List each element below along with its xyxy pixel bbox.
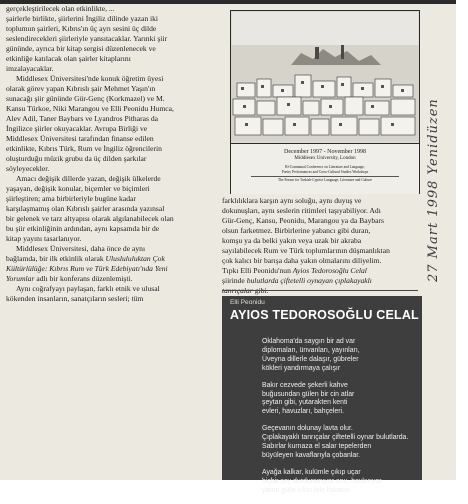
paragraph-line: kitap yayını tasarlanıyor.: [6, 234, 82, 244]
article-paragraph: [6, 254, 216, 284]
poem-line: Sabırlar kurnaza el salar tepelerden: [262, 443, 372, 451]
paragraph-line: bir gelenek ve tarz altyapısı olarak algılanabilecek olan: [6, 214, 174, 224]
conference-title: Uluslululuktan Çok: [105, 254, 165, 264]
poem-line: şeytan gibi, yutarakten kenti: [262, 399, 348, 407]
poem-line: diplomaları, ünvanları, yayınları,: [262, 346, 360, 354]
poem-line: Oklahoma'da saygın bir ad var: [262, 338, 356, 345]
poem-stanza: [262, 338, 418, 374]
paragraph-line: etkinlikte, Kıbrıs Türk, Rum ve İngiliz öğrencilerin: [6, 144, 162, 154]
paragraph-line: Middlesex Üniversitesi'nde konuk öğretim üyesi: [16, 74, 164, 84]
paragraph-line: olsun farketmez. Birbirlerine yabancı gibi duran,: [222, 226, 371, 236]
paragraph-line: kökenden insanların, sanatçıların sesleri; tüm: [6, 294, 144, 304]
paragraph-line: bu şiir etkinliğinin ardından, aynı kapsamda bir de: [6, 224, 160, 234]
poem-box: [222, 296, 422, 494]
poem-line: Çıplakayaklı tanrıçalar çiftetelli oynar bulutlarda.: [262, 434, 409, 442]
photo-caption: [231, 143, 419, 194]
article-paragraph: [6, 14, 216, 74]
poem-line: kökleri yandırmaya çalışır: [262, 364, 341, 372]
paragraph-line: şiirleştiren; ama birbirleriyle bugüne kadar: [6, 194, 136, 204]
article-paragraph: [6, 4, 216, 14]
paragraph-text: adlı bir konferans düzenlemişti.: [34, 274, 133, 284]
paragraph-line: olarak görev yapan Kıbrıslı şair Mehmet Yaşın'ın: [6, 84, 156, 94]
paragraph-line: Kansu Türkoe, Niki Marangou ve Elli Peonidu Humca,: [6, 104, 174, 114]
city-skyline-illustration: [231, 45, 419, 141]
paragraph-line: söyleyecekler.: [6, 164, 50, 174]
event-photo: [230, 10, 420, 194]
paragraph-line: Middlesex Üniversitesi tarafından finanse edilen: [6, 134, 154, 144]
paragraph-line: İngilizce şiirler okuyacaklar. Avrupa Birliği ve: [6, 124, 148, 134]
paragraph-line: seslendirecekleri şiirleriyle yansıtacaklar. Yarınki şiir: [6, 34, 168, 44]
poem-reference: Ayios Tedorosoğlu Celal: [292, 266, 367, 276]
paragraph-line: Alev Adil, Taner Baybars ve Lyandros Pitharas da: [6, 114, 159, 124]
poem-line: büyüleyen kavaflarıyla çobanlar.: [262, 451, 361, 459]
paragraph-line: Middlesex Üniversitesi, daha önce de aynı: [16, 244, 146, 254]
right-column-text: [222, 196, 418, 296]
paragraph-line: yaşayan, değişik konular, biçemler ve biçimleri: [6, 184, 150, 194]
poem-line: Bakır cezvede şekerli kahve: [262, 381, 348, 389]
paragraph-line: oluşturduğu müzik grubu da üç dilden şarkılar: [6, 154, 147, 164]
poem-stanza: [262, 469, 418, 496]
poem-quote: bulutlarda çiftetelli oynayan çıplakayaklı: [246, 276, 372, 286]
poem-line: Üveyna dillerle dalaşır, gübreler: [262, 355, 359, 363]
article-paragraph: [6, 74, 216, 174]
paragraph-line: komşu ya da belki yakın veya uzak bir akraba: [222, 236, 362, 246]
paragraph-line: Gür-Genç, Kansu, Peonidu, Marangou ya da Baybars: [222, 216, 385, 226]
paragraph-line: çok kalıcı bir barışa daha yakın olmalarını diliyelim.: [222, 256, 382, 266]
article-paragraph: [6, 244, 216, 254]
paragraph-line: gerçekleştirilecek olan etkinlikte, ...: [6, 4, 115, 13]
paragraph-line: gününde, ayrıca bir kitap sergisi düzenlenecek ve: [6, 44, 156, 54]
paragraph-line: şiirinde: [222, 276, 247, 286]
paragraph-line: etkinliğe katılacak olan şairler kitaplarını: [6, 54, 131, 64]
poem-stanzas: [262, 338, 418, 504]
paragraph-line: sunacağı şiir gününde Gür-Genç (Korkmazel) ve M.: [6, 94, 165, 104]
poem-line: evleri, havuzları, bahçeleri.: [262, 408, 344, 416]
caption-conference: Bi-Communal Conference on Literature and Language,: [285, 165, 365, 169]
poem-title: AYIOS TEDOROSOĞLU CELAL: [230, 308, 419, 322]
paragraph-line: sayılabilecek Rum ve Türk toplumlarının düşmanlıktan: [222, 246, 390, 256]
conference-title: Yorumlar: [6, 274, 35, 284]
poem-stanza: [262, 382, 418, 418]
paragraph-line: imzalayacaklar.: [6, 64, 54, 74]
paragraph-line: dokunuşları, aynı seslerin ritimleri taşıyabiliyor. Adı: [222, 206, 381, 216]
paragraph-line: farklılıklara karşın aynı soluğu, aynı duyuş ve: [222, 196, 362, 205]
paragraph-line: şairlerle birlikte, şiirlerini İngiliz dilinde yazan iki: [6, 14, 159, 24]
right-article-column: [222, 196, 418, 296]
caption-workshops: Poetry Performances and Cross-Cultural Studies Workshops: [281, 170, 369, 174]
poem-author: Elli Peonidu: [230, 299, 265, 306]
paragraph-line: karşılaşmamış olan Kıbrıslı şairler arasında yazınsal: [6, 204, 165, 214]
article-paragraph: [6, 284, 216, 304]
poem-line: buğusundan gülen bir cin atlar: [262, 390, 355, 398]
paragraph-line: Tıpkı Elli Peonidu'nun: [222, 266, 293, 276]
paragraph-text: bağlamda, bir ilk etkinlik olarak: [6, 254, 106, 264]
caption-forum: The Forum for Turkish-Cypriot Language, Literature and Culture: [251, 176, 399, 182]
caption-dates: December 1997 - November 1998: [284, 149, 366, 155]
handwritten-date-note: 27 Mart 1998 Yenidüzen: [426, 98, 441, 282]
article-paragraph: [6, 174, 216, 244]
conference-title: Kültürlülüğe: Kıbrıs Rum ve Türk Edebiyatı'nda Yeni: [6, 264, 168, 274]
poem-line: Geçevanın dolunay lavta olur.: [262, 425, 353, 433]
left-article-column: [6, 4, 216, 304]
poem-stanza: [262, 425, 418, 461]
poem-line: hiçbir şey durduramıyor onu, havkırıyor: [262, 477, 382, 485]
paragraph-line: toplumun şairleri, Kıbrıs'ın üç ayrı sesini üç dilde: [6, 24, 157, 34]
poem-line: Ayağa kalkar, kulümle çıkıp uçar: [262, 468, 361, 476]
poem-line: yarım gülle çıkın bile havarın: [262, 486, 350, 494]
paragraph-line: Aynı coğrafyayı paylaşan, farklı etnik ve ulusal: [16, 284, 160, 294]
caption-venue: Middlesex University, London: [294, 156, 356, 161]
section-divider: [222, 290, 418, 291]
paragraph-line: Amacı değişik dillerde yazan, değişik ülkelerde: [16, 174, 161, 184]
page-margin: [456, 0, 468, 480]
